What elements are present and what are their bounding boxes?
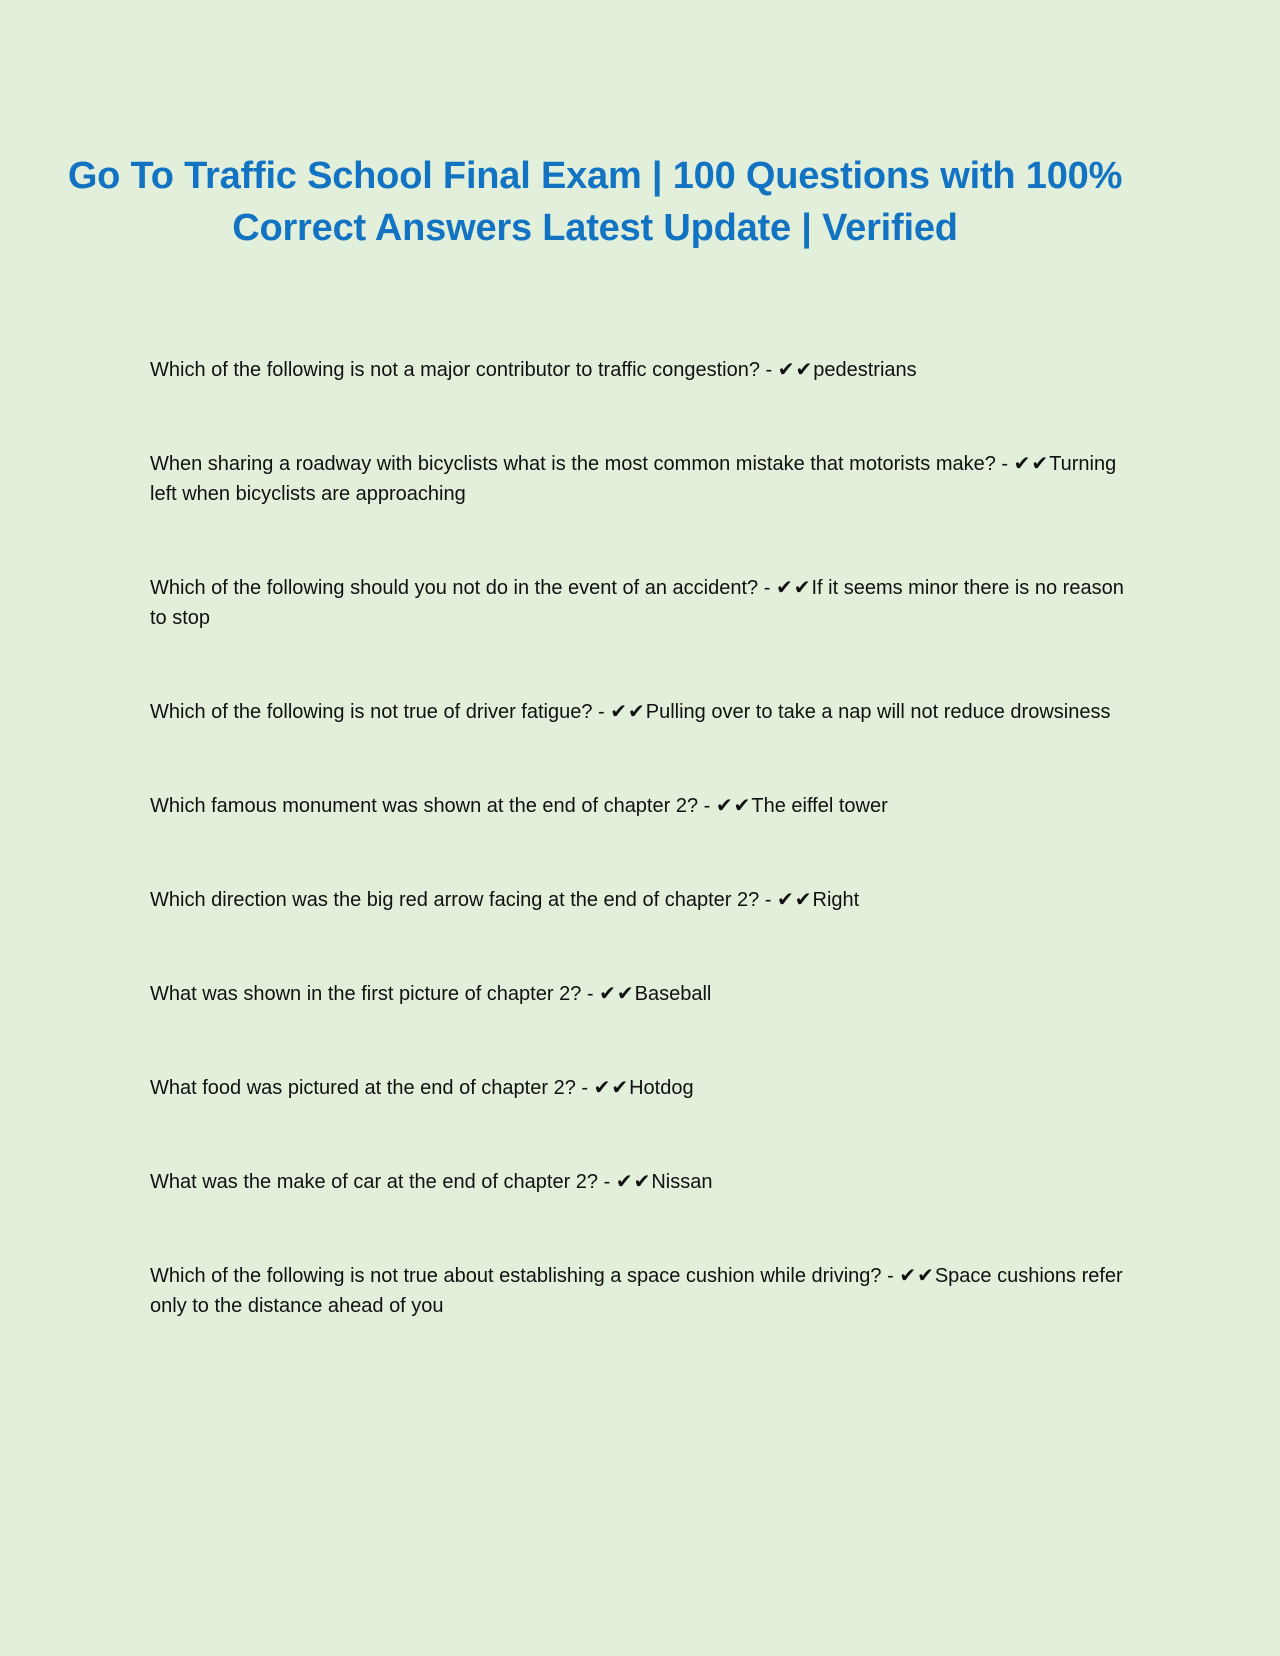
qa-item-1 [150, 355, 1140, 385]
answer-text: The eiffel tower [751, 795, 888, 817]
question-answer-list [150, 355, 1140, 1385]
double-check-icon: ✔✔ [775, 577, 812, 599]
qa-item-5 [150, 791, 1140, 821]
question-text: What food was pictured at the end of chapter 2? - [150, 1077, 594, 1099]
answer-text: Baseball [634, 983, 712, 1005]
qa-item-2 [150, 449, 1140, 509]
double-check-icon: ✔✔ [1013, 453, 1050, 475]
question-text: Which of the following should you not do in the event of an accident? - [150, 577, 776, 599]
double-check-icon: ✔✔ [777, 359, 814, 381]
answer-text: Hotdog [629, 1077, 694, 1099]
double-check-icon: ✔✔ [610, 701, 646, 723]
question-text: What was the make of car at the end of chapter 2? - [150, 1171, 616, 1193]
answer-text: Nissan [651, 1171, 713, 1193]
question-text: Which famous monument was shown at the end of chapter 2? - [150, 795, 716, 817]
answer-text: Space cushions refer only to the distance ahead of you [150, 1265, 1123, 1317]
answer-text: If it seems minor there is no reason to stop [150, 577, 1124, 629]
double-check-icon: ✔✔ [777, 889, 813, 911]
double-check-icon: ✔✔ [899, 1265, 935, 1287]
answer-text: Pulling over to take a nap will not reduce drowsiness [645, 701, 1111, 723]
qa-item-9 [150, 1167, 1140, 1197]
answer-text: Right [812, 889, 860, 911]
double-check-icon: ✔✔ [593, 1077, 630, 1099]
question-text: Which of the following is not true about establishing a space cushion while driving? - [150, 1265, 900, 1287]
question-text: Which direction was the big red arrow facing at the end of chapter 2? - [150, 889, 778, 911]
double-check-icon: ✔✔ [715, 795, 752, 817]
answer-text: pedestrians [813, 359, 917, 381]
qa-item-3 [150, 573, 1140, 633]
qa-item-6 [150, 885, 1140, 915]
page-title-line-1: Go To Traffic School Final Exam | 100 Questions with 100% [67, 155, 1123, 197]
qa-item-10 [150, 1261, 1140, 1321]
page-title-line-2: Correct Answers Latest Update | Verified [232, 207, 958, 249]
answer-text: Turning left when bicyclists are approaching [150, 453, 1117, 505]
question-text: What was shown in the first picture of chapter 2? - [150, 983, 600, 1005]
qa-item-8 [150, 1073, 1140, 1103]
page-title [60, 150, 1130, 254]
qa-item-4 [150, 697, 1140, 727]
double-check-icon: ✔✔ [615, 1171, 652, 1193]
question-text: Which of the following is not a major contributor to traffic congestion? - [150, 359, 778, 381]
double-check-icon: ✔✔ [599, 983, 635, 1005]
question-text: Which of the following is not true of driver fatigue? - [150, 701, 611, 723]
question-text: When sharing a roadway with bicyclists what is the most common mistake that motorists make? - [150, 453, 1014, 475]
qa-item-7 [150, 979, 1140, 1009]
